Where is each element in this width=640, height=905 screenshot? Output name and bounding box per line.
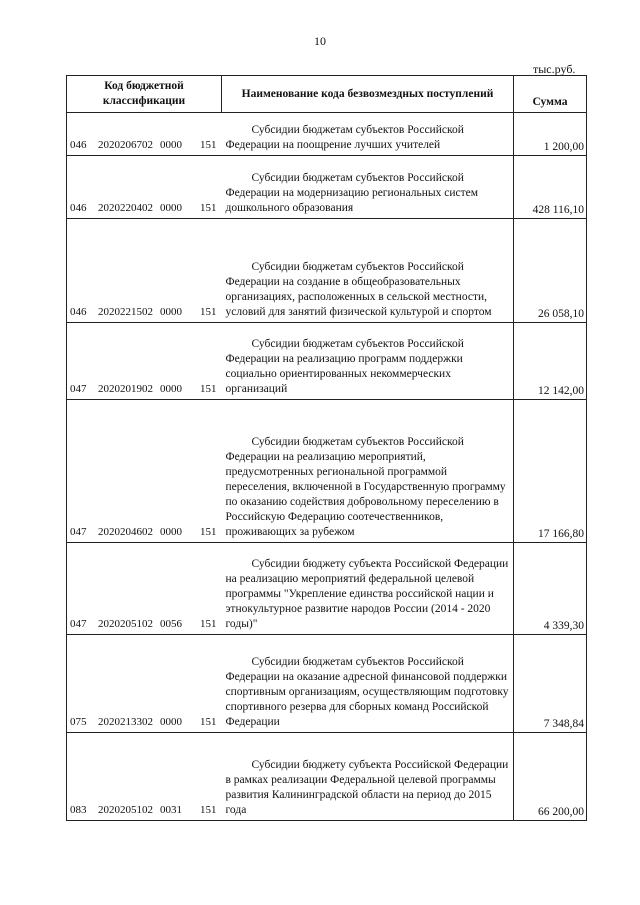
row-name-cell: Субсидии бюджетам субъектов Российской Федерации на поощрение лучших учителей (222, 113, 514, 156)
table-row (67, 733, 587, 821)
row-code-cell: 046 2020221502 0000 151 (67, 219, 222, 323)
unit-label: тыс.руб. (533, 62, 576, 76)
row-sum-cell: 428 116,10 (514, 156, 587, 219)
table-header-row (67, 76, 587, 113)
row-code-cell: 047 2020204602 0000 151 (67, 400, 222, 543)
row-code-cell: 046 2020220402 0000 151 (67, 156, 222, 219)
header-name: Наименование кода безвозмездных поступлений (222, 76, 514, 113)
table-row (67, 543, 587, 635)
header-code: Код бюджетной классификации (67, 76, 222, 113)
row-code-cell: 083 2020205102 0031 151 (67, 733, 222, 821)
row-code-cell: 047 2020205102 0056 151 (67, 543, 222, 635)
row-sum-cell: 66 200,00 (514, 733, 587, 821)
row-name-cell: Субсидии бюджетам субъектов Российской Федерации на модернизацию региональных систем дошкольного образования (222, 156, 514, 219)
row-name-cell: Субсидии бюджетам субъектов Российской Федерации на реализацию мероприятий, предусмотренных региональной программой переселения, включенной в Государственную программу по оказанию содействия добровольному переселению в Российскую Федерацию соотечественников, проживающих за рубежом (222, 400, 514, 543)
row-sum-cell: 17 166,80 (514, 400, 587, 543)
page-number: 10 (314, 34, 326, 48)
budget-table (66, 75, 587, 821)
table-row (67, 156, 587, 219)
row-sum-cell: 1 200,00 (514, 113, 587, 156)
table-row (67, 113, 587, 156)
row-code-cell: 047 2020201902 0000 151 (67, 323, 222, 400)
row-name-cell: Субсидии бюджету субъекта Российской Федерации в рамках реализации Федеральной целевой программы развития Калининградской области на период до 2015 года (222, 733, 514, 821)
row-name-cell: Субсидии бюджетам субъектов Российской Федерации на создание в общеобразовательных организациях, расположенных в сельской местности, условий для занятий физической культурой и спортом (222, 219, 514, 323)
table-row (67, 219, 587, 323)
table-row (67, 400, 587, 543)
row-sum-cell: 26 058,10 (514, 219, 587, 323)
table-row (67, 635, 587, 733)
header-sum: Сумма (514, 76, 587, 113)
row-sum-cell: 4 339,30 (514, 543, 587, 635)
row-sum-cell: 12 142,00 (514, 323, 587, 400)
table-row (67, 323, 587, 400)
row-sum-cell: 7 348,84 (514, 635, 587, 733)
row-name-cell: Субсидии бюджетам субъектов Российской Федерации на оказание адресной финансовой поддержки спортивным организациям, осуществляющим подготовку спортивного резерва для сборных команд Российской Федерации (222, 635, 514, 733)
row-name-cell: Субсидии бюджету субъекта Российской Федерации на реализацию мероприятий федеральной целевой программы "Укрепление единства российской нации и этнокультурное развитие народов России (2014 - 2020 годы)" (222, 543, 514, 635)
row-name-cell: Субсидии бюджетам субъектов Российской Федерации на реализацию программ поддержки социально ориентированных некоммерческих организаций (222, 323, 514, 400)
row-code-cell: 075 2020213302 0000 151 (67, 635, 222, 733)
row-code-cell: 046 2020206702 0000 151 (67, 113, 222, 156)
